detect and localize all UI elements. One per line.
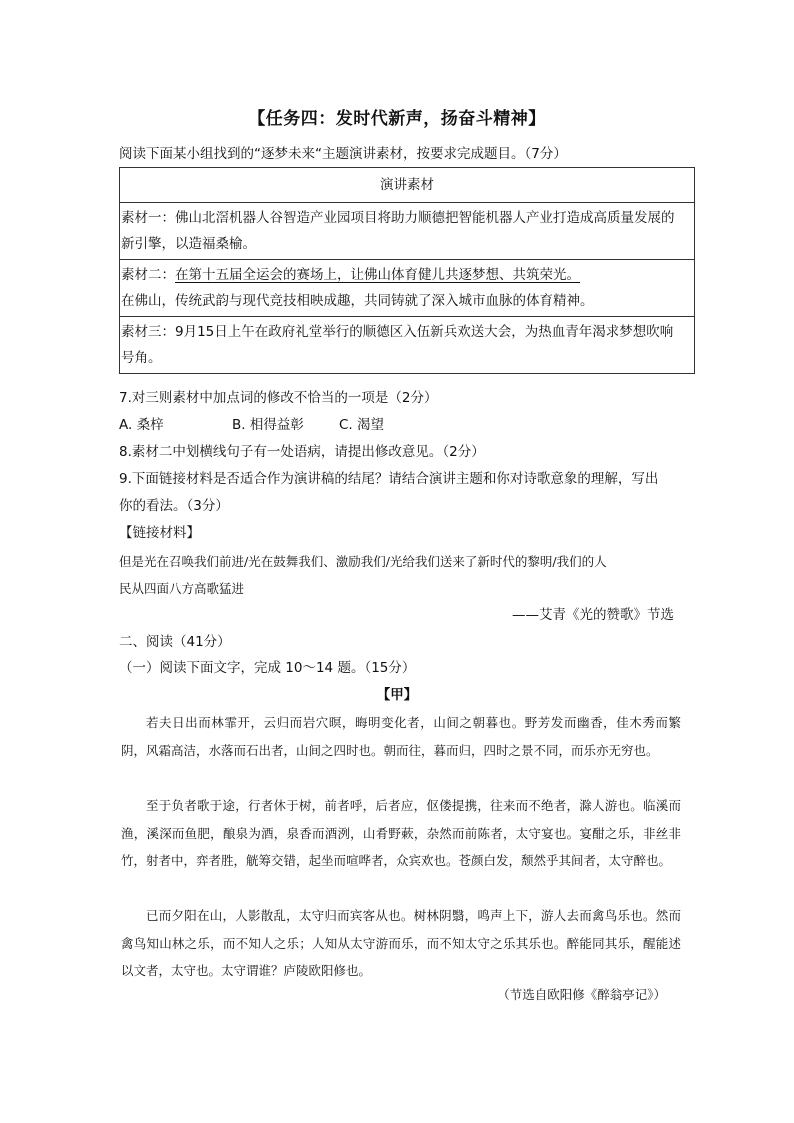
table-header: 演讲素材 xyxy=(120,168,695,203)
poem-line2: 民从四面八方高歌猛进 xyxy=(119,581,245,596)
question-8: 8.素材二中划横线句子有一处语病，请提出修改意见。（2分） xyxy=(119,444,485,460)
material-2-underlined-sentence: 在第十五届全运会的赛场上，让佛山体育健儿共逐梦想、共筑荣光。 xyxy=(175,267,580,283)
task-title: 【任务四：发时代新声，扬奋斗精神】 xyxy=(248,109,546,129)
link-material-title: 【链接材料】 xyxy=(119,525,200,541)
question-9-line2: 你的看法。（3分） xyxy=(119,498,229,514)
option-b: B. 相得益彰 xyxy=(232,417,304,433)
poem-source: ——艾青《光的赞歌》节选 xyxy=(512,607,674,623)
material-3-line1: 素材三：9月15日上午在政府礼堂举行的顺德区入伍新兵欢送大会，为热血青年渴求梦想吹响 xyxy=(121,324,674,340)
material-3-line2: 号角。 xyxy=(121,350,162,366)
question-7-options xyxy=(119,416,384,434)
section-2-1-heading: （一）阅读下面文字，完成 10～14 题。（15分） xyxy=(119,660,416,676)
passage-paragraph-2: 至于负者歌于途，行者休于树，前者呼，后者应，伛偻提携，往来而不绝者，滁人游也。临溪而渔，溪深而鱼肥，酿泉为酒，泉香而酒洌，山肴野蔌，杂然而前陈者，太守宴也。宴酣之乐，非丝非竹，射者中，弈者胜，觥筹交错，起坐而喧哗者，众宾欢也。苍颜白发，颓然乎其间者，太守醉也。 xyxy=(121,798,681,868)
intro-text: 阅读下面某小组找到的“逐梦未来“主题演讲素材，按要求完成题目。（7分） xyxy=(119,146,567,162)
question-7: 7.对三则素材中加点词的修改不恰当的一项是（2分） xyxy=(119,390,438,406)
material-table xyxy=(119,167,695,374)
question-9-line1: 9.下面链接材料是否适合作为演讲稿的结尾？请结合演讲主题和你对诗歌意象的理解，写出 xyxy=(119,471,659,487)
material-2-line2: 在佛山，传统武韵与现代竞技相映成趣，共同铸就了深入城市血脉的体育精神。 xyxy=(121,293,594,309)
passage-source: （节选自欧阳修《醉翁亭记》） xyxy=(497,987,666,1002)
material-2 xyxy=(120,260,695,317)
material-2-label: 素材二： xyxy=(121,267,175,283)
passage-paragraph-1: 若夫日出而林霏开，云归而岩穴暝，晦明变化者，山间之朝暮也。野芳发而幽香，佳木秀而繁阴，风霜高洁，水落而石出者，山间之四时也。朝而往，暮而归，四时之景不同，而乐亦无穷也。 xyxy=(121,715,681,758)
option-c: C. 渴望 xyxy=(339,417,385,433)
material-3 xyxy=(120,317,695,374)
option-a: A. 桑梓 xyxy=(119,417,164,433)
poem-line1: 但是光在召唤我们前进/光在鼓舞我们、激励我们/光给我们送来了新时代的黎明/我们的人 xyxy=(119,554,607,569)
material-1-line2: 新引擎，以造福桑榆。 xyxy=(121,236,256,252)
material-1 xyxy=(120,203,695,260)
passage-label-jia: 【甲】 xyxy=(376,687,418,703)
section-2-heading: 二、阅读（41分） xyxy=(119,634,231,650)
material-1-line1: 素材一：佛山北滘机器人谷智造产业园项目将助力顺德把智能机器人产业打造成高质量发展的 xyxy=(121,210,675,226)
passage-paragraph-3: 已而夕阳在山，人影散乱，太守归而宾客从也。树林阴翳，鸣声上下，游人去而禽鸟乐也。然而禽鸟知山林之乐，而不知人之乐；人知从太守游而乐，而不知太守之乐其乐也。醉能同其乐，醒能述以文者，太守也。太守谓谁？庐陵欧阳修也。 xyxy=(121,908,681,978)
